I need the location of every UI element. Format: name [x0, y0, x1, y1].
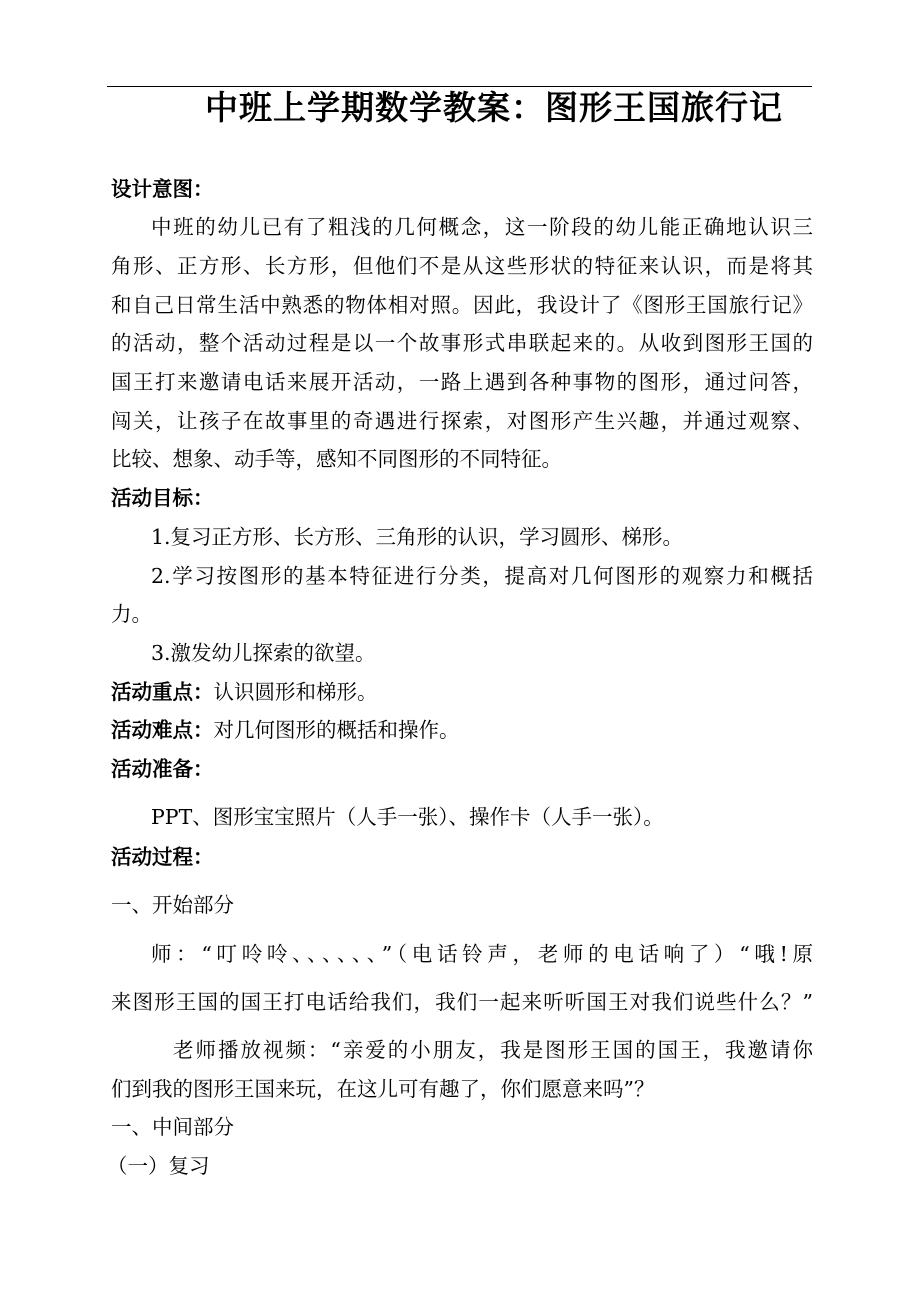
design-intent-line: 国王打来邀请电话来展开活动，一路上遇到各种事物的图形，通过问答，	[111, 370, 813, 394]
design-intent-line: 和自己日常生活中熟悉的物体相对照。因此，我设计了《图形王国旅行记》	[111, 293, 813, 317]
difficulty	[111, 717, 813, 743]
goals-heading: 活动目标：	[111, 486, 214, 510]
video-line: 老师播放视频：“亲爱的小朋友，我是图形王国的国王，我邀请你	[173, 1038, 813, 1062]
video-line: 们到我的图形王国来玩，在这儿可有趣了，你们愿意来吗”？	[111, 1077, 655, 1101]
part2-title: 一、中间部分	[111, 1115, 234, 1139]
design-intent-line: 中班的幼儿已有了粗浅的几何概念，这一阶段的幼儿能正确地认识三	[151, 215, 813, 239]
difficulty-label: 活动难点：	[111, 718, 214, 742]
preparation-text: PPT、图形宝宝照片（人手一张）、操作卡（人手一张）。	[151, 805, 664, 829]
design-intent-line: 的活动，整个活动过程是以一个故事形式串联起来的。从收到图形王国的	[111, 331, 813, 355]
goal-item: 力。	[111, 602, 152, 626]
preparation-heading: 活动准备：	[111, 757, 214, 781]
goal-item: 1.复习正方形、长方形、三角形的认识，学习圆形、梯形。	[151, 525, 684, 549]
design-intent-line: 比较、想象、动手等，感知不同图形的不同特征。	[111, 447, 562, 471]
goal-item: 2.学习按图形的基本特征进行分类，提高对几何图形的观察力和概括	[151, 564, 813, 588]
teacher-line: 来图形王国的国王打电话给我们，我们一起来听听国王对我们说些什么？”	[111, 990, 813, 1014]
part1-title: 一、开始部分	[111, 893, 234, 917]
design-intent-heading: 设计意图：	[111, 177, 214, 201]
process-heading: 活动过程：	[111, 845, 214, 869]
design-intent-line: 闯关，让孩子在故事里的奇遇进行探索，对图形产生兴趣，并通过观察、	[111, 409, 813, 433]
key-point	[111, 679, 813, 705]
key-point-text: 认识圆形和梯形。	[213, 680, 378, 704]
sub1-title: （一）复习	[107, 1154, 210, 1178]
goal-item: 3.激发幼儿探索的欲望。	[151, 641, 376, 665]
difficulty-text: 对几何图形的概括和操作。	[213, 718, 460, 742]
teacher-line: 师：“叮呤呤、、、、、、”（电话铃声，老师的电话响了）“哦!原	[151, 942, 813, 966]
key-point-label: 活动重点：	[111, 680, 214, 704]
page-title: 中班上学期数学教案：图形王国旅行记	[205, 88, 783, 127]
design-intent-line: 角形、正方形、长方形，但他们不是从这些形状的特征来认识，而是将其	[111, 254, 813, 278]
